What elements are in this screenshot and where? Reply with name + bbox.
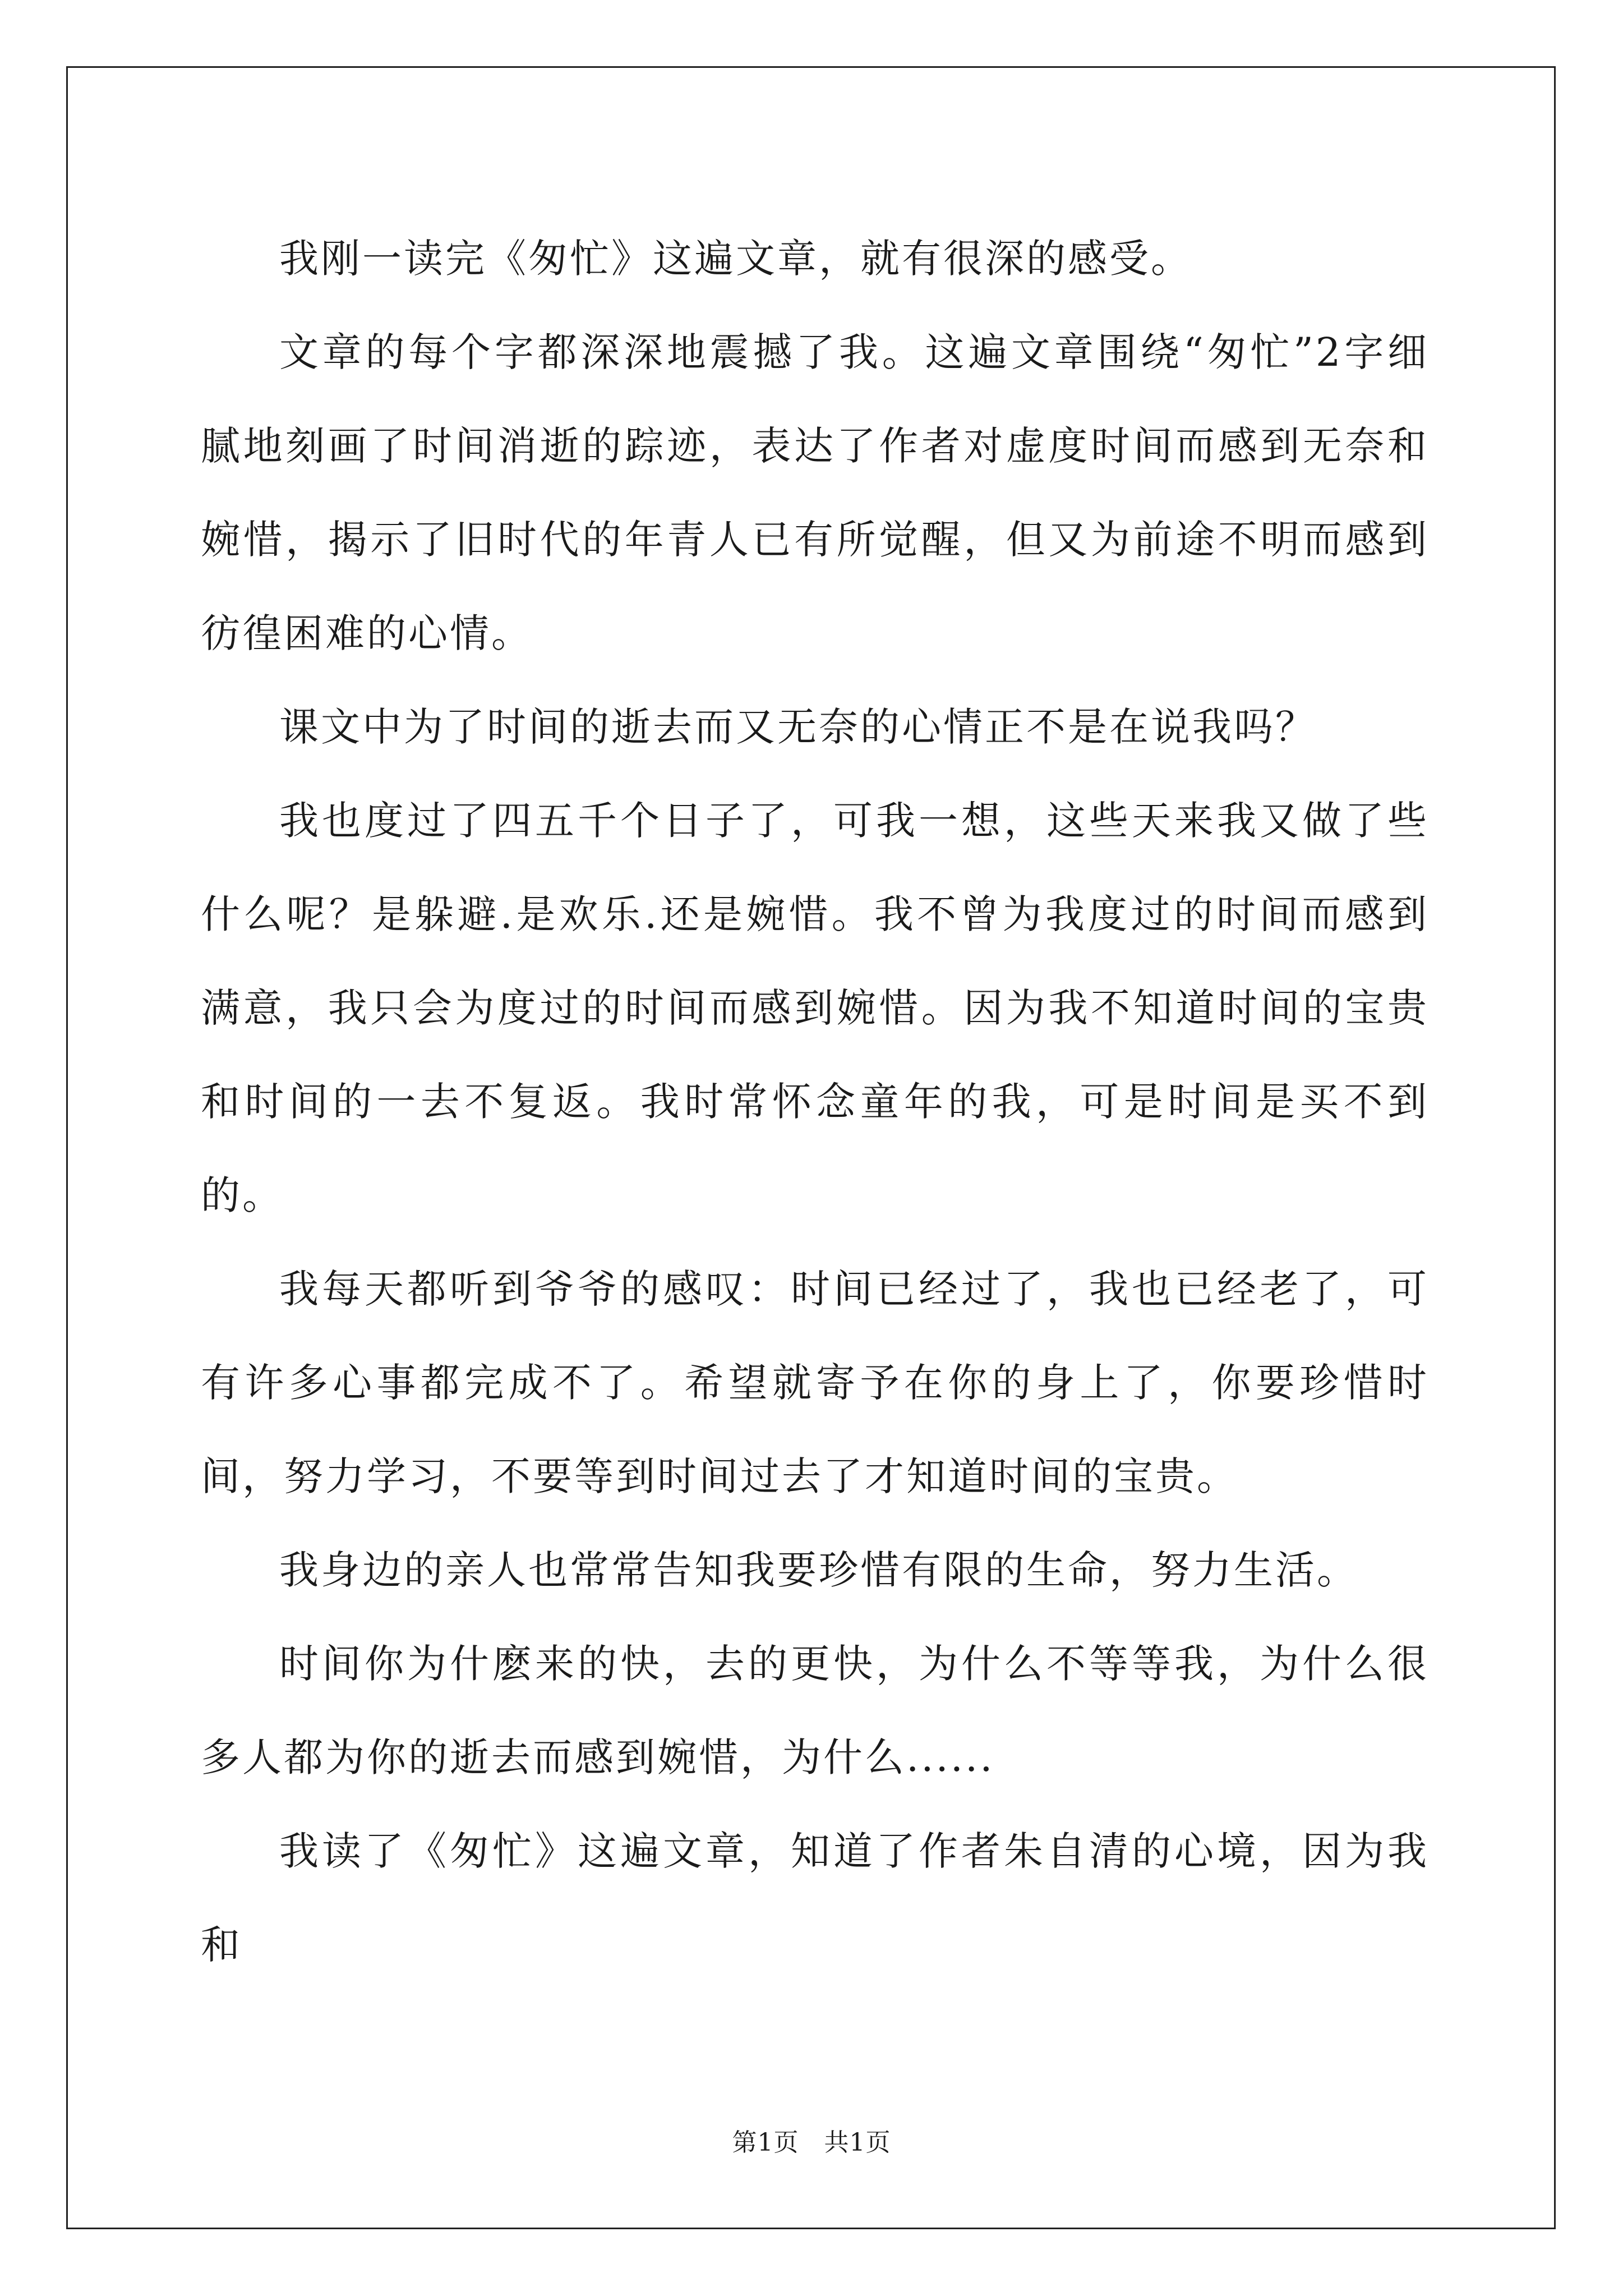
paragraph: 我读了《匆忙》这遍文章，知道了作者朱自清的心境，因为我和 [201,1828,1429,1968]
paragraph: 文章的每个字都深深地震撼了我。这遍文章围绕“匆忙”2字细腻地刻画了时间消逝的踪迹，表达了作者对虚度时间而感到无奈和婉惜，揭示了旧时代的年青人已有所觉醒，但又为前途不明而感到彷徨困难的心情。 [201,329,1429,656]
document-body [201,212,1429,1992]
paragraph: 时间你为什麽来的快，去的更快，为什么不等等我，为什么很多人都为你的逝去而感到婉惜，为什么...... [201,1641,1429,1780]
paragraph: 我每天都听到爷爷的感叹：时间已经过了，我也已经老了，可有许多心事都完成不了。希望就寄予在你的身上了，你要珍惜时间，努力学习，不要等到时间过去了才知道时间的宝贵。 [201,1266,1429,1499]
paragraph: 课文中为了时间的逝去而又无奈的心情正不是在说我吗？ [279,704,1317,750]
page-footer: 第1页 共1页 [732,2128,891,2157]
paragraph: 我刚一读完《匆忙》这遍文章，就有很深的感受。 [279,236,1192,282]
paragraph: 我也度过了四五千个日子了，可我一想，这些天来我又做了些什么呢？是躲避.是欢乐.还是婉惜。我不曾为我度过的时间而感到满意，我只会为度过的时间而感到婉惜。因为我不知道时间的宝贵和时间的一去不复返。我时常怀念童年的我，可是时间是买不到的。 [201,798,1429,1218]
paragraph: 我身边的亲人也常常告知我要珍惜有限的生命，努力生活。 [279,1547,1358,1593]
